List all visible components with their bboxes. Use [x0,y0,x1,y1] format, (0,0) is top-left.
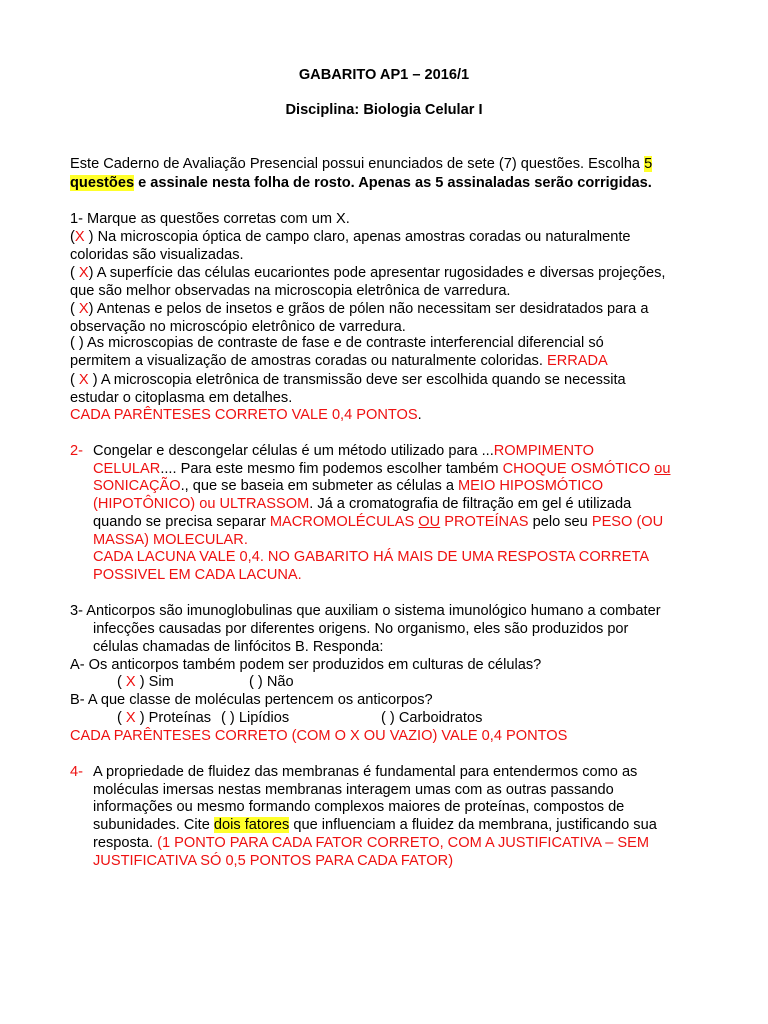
q2-answer-peso: PESO (OU [591,514,664,530]
q2-answer-ou: ou [654,461,671,477]
q2-answer-macromoleculas: MACROMOLÉCULAS [269,514,419,530]
intro-line-1 [70,155,698,173]
q2-line-2 [93,460,670,478]
q1-b-text: ) A superfície das células eucariontes pode apresentar rugosidades e diversas projeções, [88,265,666,281]
q2-l5-text: quando se precisa separar [93,514,270,530]
q1-b-mark: X [78,265,89,281]
q1-note-text: CADA PARÊNTESES CORRETO VALE 0,4 PONTOS [70,407,418,423]
q3-b-proteinas-text: ) Proteínas [135,710,212,726]
q2-answer-hipotonico: (HIPOTÔNICO) ou ULTRASSOM [93,496,310,512]
q1-d-wrong-label: ERRADA [546,353,608,369]
q2-scoring-note-2: POSSIVEL EM CADA LACUNA. [93,567,302,583]
q3-a-sim-text: ) Sim [135,674,174,690]
q2-l3-text: ., que se baseia em submeter as células a [180,478,459,494]
q2-number: 2- [70,443,83,459]
q2-l1-text: Congelar e descongelar células é um método utilizado para ... [93,443,494,459]
q1-item-c [70,300,648,318]
q1-b-continuation: que são melhor observadas na microscopia eletrônica de varredura. [70,283,511,299]
q1-b-paren: ( [70,265,79,281]
q3-a-option-nao: ( ) Não [249,674,294,690]
q1-item-d: ( ) As microscopias de contraste de fase e de contraste interferencial diferencial só [70,335,604,351]
q3-a-paren: ( [117,674,126,690]
q1-c-paren: ( [70,301,79,317]
q4-line-1: A propriedade de fluidez das membranas é fundamental para entendermos como as [93,764,638,780]
q3-b-option-carboidratos: ( ) Carboidratos [381,710,483,726]
q1-a-continuation: coloridas são visualizadas. [70,247,244,263]
intro-text: Este Caderno de Avaliação Presencial possui enunciados de sete (7) questões. Escolha [70,156,641,172]
q1-item-a [70,228,631,246]
q1-d-continuation [70,352,608,370]
q3-line-3: células chamadas de linfócitos B. Responda: [93,639,384,655]
q1-item-e [70,371,626,389]
q1-note-period: . [417,407,422,423]
q4-line-5 [93,834,649,852]
q2-l4-text: . Já a cromatografia de filtração em gel é utilizada [309,496,632,512]
q1-e-continuation: estudar o citoplasma em detalhes. [70,390,293,406]
q2-answer-meio: MEIO HIPOSMÓTICO [458,478,604,494]
q2-answer-ou-2: OU [418,514,441,530]
document-subtitle: Disciplina: Biologia Celular I [285,102,483,118]
q3-question-a: A- Os anticorpos também podem ser produzidos em culturas de células? [70,657,542,673]
q1-d-text: permitem a visualização de amostras coradas ou naturalmente coloridas. [70,353,547,369]
q2-line-6: MASSA) MOLECULAR. [93,532,248,548]
q1-c-text: ) Antenas e pelos de insetos e grãos de pólen não necessitam ser desidratados para a [88,301,649,317]
q4-l5-text: resposta. [93,835,158,851]
q3-a-mark: X [125,674,136,690]
q2-answer-proteinas: PROTEÍNAS [440,514,529,530]
q3-b-paren: ( [117,710,126,726]
q2-line-3 [93,477,603,495]
q2-line-4 [93,495,631,513]
q1-a-paren: ( [70,229,75,245]
intro-bold-text: e assinale nesta folha de rosto. Apenas as 5 assinaladas serão corrigidas. [134,175,652,191]
q2-line-1 [93,442,594,460]
q4-scoring-note-2: JUSTIFICATIVA SÓ 0,5 PONTOS PARA CADA FATOR) [93,853,454,869]
q3-scoring-note: CADA PARÊNTESES CORRETO (COM O X OU VAZIO) VALE 0,4 PONTOS [70,728,568,744]
q1-item-b [70,264,665,282]
q4-l4-text-2: que influenciam a fluidez da membrana, justificando sua [289,817,657,833]
q2-scoring-note-1: CADA LACUNA VALE 0,4. NO GABARITO HÁ MAIS DE UMA RESPOSTA CORRETA [93,549,650,565]
q3-b-option-lipidios: ( ) Lipídios [221,710,290,726]
q4-line-2: moléculas imersas nestas membranas interagem umas com as outras passando [93,782,614,798]
q1-a-text: ) Na microscopia óptica de campo claro, apenas amostras coradas ou naturalmente [84,229,631,245]
document-title: GABARITO AP1 – 2016/1 [298,67,470,83]
q1-e-mark: X [78,372,89,388]
q2-answer-rompimento: ROMPIMENTO [493,443,595,459]
intro-highlight-word: questões [70,175,135,191]
q2-l5-text-2: pelo seu [528,514,592,530]
q3-b-mark: X [125,710,136,726]
q1-scoring-note [70,406,422,424]
q3-b-option-proteinas [117,709,211,727]
q1-c-continuation: observação no microscópio eletrônico de varredura. [70,319,406,335]
q4-number: 4- [70,764,83,780]
intro-highlight-number: 5 [644,156,653,172]
q2-answer-sonicacao: SONICAÇÃO [93,478,181,494]
q3-a-option-sim [117,673,174,691]
q3-question-b: B- A que classe de moléculas pertencem os anticorpos? [70,692,433,708]
q4-line-4 [93,816,657,834]
q4-l4-text: subunidades. Cite [93,817,214,833]
q4-line-3: informações ou mesmo formando complexos maiores de proteínas, compostos de [93,799,625,815]
q2-answer-choque: CHOQUE OSMÓTICO [502,461,655,477]
q2-line-5 [93,513,663,531]
q1-heading: 1- Marque as questões corretas com um X. [70,211,350,227]
q3-line-1: 3- Anticorpos são imunoglobulinas que auxiliam o sistema imunológico humano a combater [70,603,661,619]
q1-e-paren: ( [70,372,79,388]
intro-line-2 [70,174,652,192]
q1-c-mark: X [78,301,89,317]
q4-scoring-note-1: (1 PONTO PARA CADA FATOR CORRETO, COM A JUSTIFICATIVA – SEM [157,835,650,851]
q3-line-2: infecções causadas por diferentes origens. No organismo, eles são produzidos por [93,621,629,637]
q2-answer-celular: CELULAR [93,461,161,477]
q4-highlight-dois-fatores: dois fatores [213,817,290,833]
q1-a-mark: X [74,229,85,245]
q1-e-text: ) A microscopia eletrônica de transmissão deve ser escolhida quando se necessita [88,372,626,388]
q2-l2-text: .... Para este mesmo fim podemos escolher também [160,461,503,477]
